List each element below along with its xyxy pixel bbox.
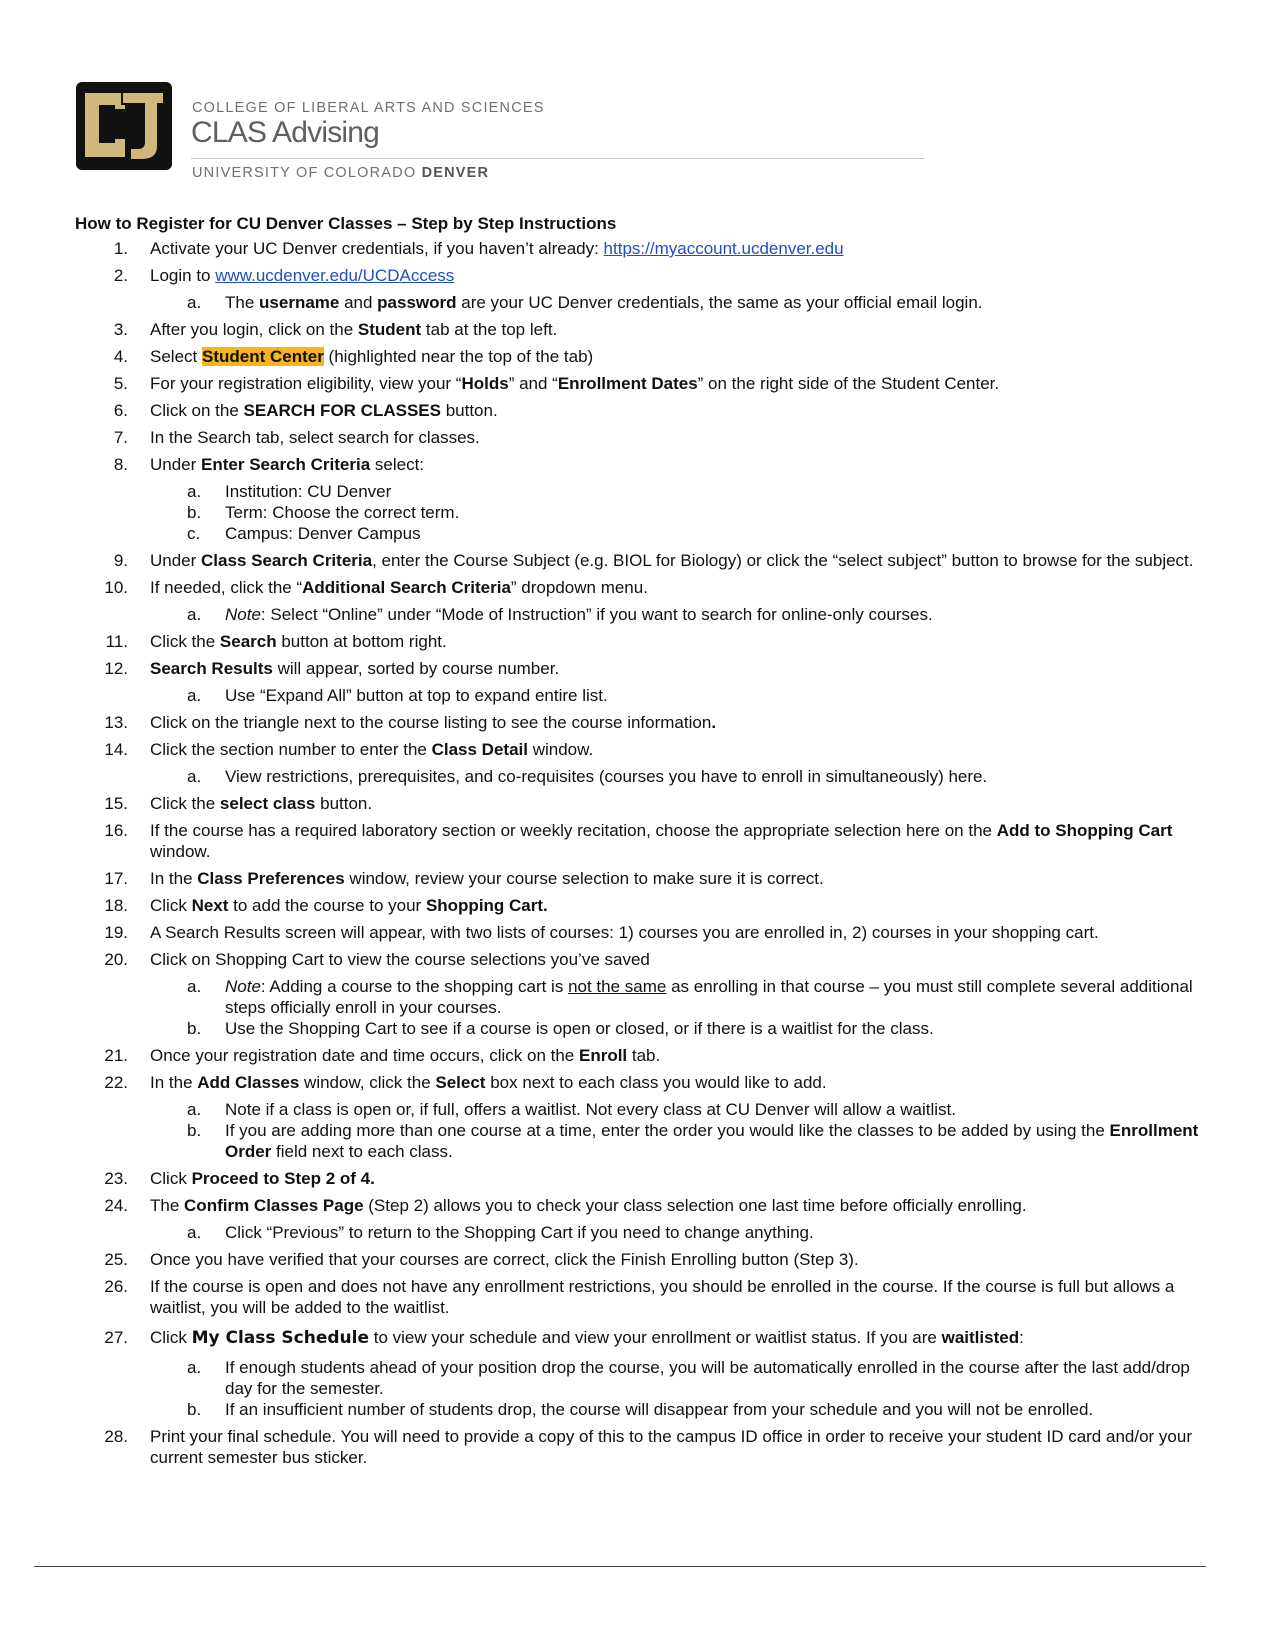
step-12: 12. Search Results will appear, sorted by course number. a. Use “Expand All” button at top to expand entire list.	[75, 658, 1210, 706]
step-22: 22. In the Add Classes window, click the Select box next to each class you would like to add. a. Note if a class is open or, if full, offers a waitlist. Not every class at CU Denver will allow a waitlist. b. If you are adding more than one course at a time, enter the order you would like the classes to be added by using the Enrollment Order field next to each class.	[75, 1072, 1210, 1162]
step-12a: a. Use “Expand All” button at top to expand entire list.	[187, 686, 608, 705]
step-28: 28. Print your final schedule. You will need to provide a copy of this to the campus ID office in order to receive your student ID card and/or your current semester bus sticker.	[104, 1427, 1192, 1467]
step-14a: a. View restrictions, prerequisites, and co-requisites (courses you have to enroll in simultaneously) here.	[187, 767, 988, 786]
document-title: How to Register for CU Denver Classes – Step by Step Instructions	[75, 214, 617, 233]
step-8b: b. Term: Choose the correct term.	[187, 503, 460, 522]
step-10: 10. If needed, click the “Additional Search Criteria” dropdown menu. a. Note: Select “Online” under “Mode of Instruction” if you want to search for online-only courses.	[75, 577, 1210, 625]
step-2a: a. The username and password are your UC Denver credentials, the same as your official email login.	[187, 293, 983, 312]
step-15: 15. Click the select class button.	[104, 794, 373, 813]
step-2: 2. Login to www.ucdenver.edu/UCDAccess a. The username and password are your UC Denver credentials, the same as your official email login.	[75, 265, 1210, 313]
step-7: 7. In the Search tab, select search for classes.	[113, 428, 480, 447]
step-9: 9. Under Class Search Criteria, enter the Course Subject (e.g. BIOL for Biology) or click the “select subject” button to browse for the subject.	[113, 551, 1194, 570]
step-19: 19. A Search Results screen will appear, with two lists of courses: 1) courses you are enrolled in, 2) courses in your shopping cart.	[104, 923, 1099, 942]
step-22b: b. If you are adding more than one course at a time, enter the order you would like the classes to be added by using the Enrollment Order field next to each class.	[187, 1121, 1199, 1161]
header-divider	[191, 158, 924, 159]
step-24a: a. Click “Previous” to return to the Shopping Cart if you need to change anything.	[187, 1223, 814, 1242]
step-16: 16. If the course has a required laboratory section or weekly recitation, choose the appropriate selection here on the Add to Shopping Cart window.	[104, 821, 1173, 861]
myaccount-link[interactable]: https://myaccount.ucdenver.edu	[603, 239, 844, 258]
student-center-highlight: Student Center	[201, 347, 324, 366]
step-24: 24. The Confirm Classes Page (Step 2) allows you to check your class selection one last time before officially enrolling. a. Click “Previous” to return to the Shopping Cart if you need to change anything.	[75, 1195, 1210, 1243]
step-8a: a. Institution: CU Denver	[187, 482, 392, 501]
step-23: 23. Click Proceed to Step 2 of 4.	[104, 1169, 375, 1188]
step-8c: c. Campus: Denver Campus	[187, 524, 421, 543]
ucdaccess-link[interactable]: www.ucdenver.edu/UCDAccess	[215, 266, 455, 285]
step-20b: b. Use the Shopping Cart to see if a course is open or closed, or if there is a waitlist for the class.	[187, 1019, 934, 1038]
page-header	[74, 80, 924, 185]
step-22a: a. Note if a class is open or, if full, offers a waitlist. Not every class at CU Denver will allow a waitlist.	[187, 1100, 956, 1119]
step-27a: a. If enough students ahead of your position drop the course, you will be automatically enrolled in the course after the last add/drop day for the semester.	[187, 1358, 1190, 1398]
cu-logo-icon	[74, 80, 174, 172]
footer-divider	[34, 1566, 1206, 1567]
step-6: 6. Click on the SEARCH FOR CLASSES button.	[113, 401, 498, 420]
step-26: 26. If the course is open and does not have any enrollment restrictions, you should be enrolled in the course. If the course is full but allows a waitlist, you will be added to the waitlist.	[104, 1277, 1175, 1317]
step-20a: a. Note: Adding a course to the shopping cart is not the same as enrolling in that course – you must still complete several additional steps officially enroll in your courses.	[187, 977, 1193, 1017]
advising-title: CLAS Advising	[191, 116, 380, 149]
step-18: 18. Click Next to add the course to your Shopping Cart.	[104, 896, 548, 915]
step-4: 4. Select Student Center (highlighted near the top of the tab)	[113, 347, 594, 366]
step-5: 5. For your registration eligibility, view your “Holds” and “Enrollment Dates” on the right side of the Student Center.	[113, 374, 1000, 393]
step-11: 11. Click the Search button at bottom right.	[105, 632, 447, 651]
steps-list	[75, 238, 1210, 1468]
step-13: 13. Click on the triangle next to the course listing to see the course information.	[104, 713, 717, 732]
step-1: 1. Activate your UC Denver credentials, if you haven’t already: https://myaccount.ucdenver.edu	[113, 239, 844, 258]
step-8: 8. Under Enter Search Criteria select: a. Institution: CU Denver b. Term: Choose the correct term. c. Campus: Denver Campus	[75, 454, 1210, 544]
step-25: 25. Once you have verified that your courses are correct, click the Finish Enrolling button (Step 3).	[104, 1250, 859, 1269]
step-14: 14. Click the section number to enter the Class Detail window. a. View restrictions, prerequisites, and co-requisites (courses you have to enroll in simultaneously) here.	[75, 739, 1210, 787]
step-21: 21. Once your registration date and time occurs, click on the Enroll tab.	[104, 1046, 661, 1065]
step-3: 3. After you login, click on the Student tab at the top left.	[113, 320, 558, 339]
college-name: COLLEGE OF LIBERAL ARTS AND SCIENCES	[192, 100, 545, 116]
university-name: UNIVERSITY OF COLORADO DENVER	[192, 165, 490, 181]
step-27b: b. If an insufficient number of students drop, the course will disappear from your schedule and you will not be enrolled.	[187, 1400, 1094, 1419]
step-20: 20. Click on Shopping Cart to view the course selections you’ve saved a. Note: Adding a course to the shopping cart is not the same as enrolling in that course – you must still complete several additional steps officially enroll in your courses. b. Use the Shopping Cart to see if a course is open or closed, or if there is a waitlist for the class.	[75, 949, 1210, 1039]
step-27: 27. Click My Class Schedule to view your schedule and view your enrollment or waitlist status. If you are waitlisted: a. If enough students ahead of your position drop the course, you will be automatically enrolled in the course after the last add/drop day for the semester. b. If an insufficient number of students drop, the course will disappear from your schedule and you will not be enrolled.	[75, 1327, 1210, 1420]
step-17: 17. In the Class Preferences window, review your course selection to make sure it is correct.	[104, 869, 824, 888]
step-10a: a. Note: Select “Online” under “Mode of Instruction” if you want to search for online-only courses.	[187, 605, 933, 624]
